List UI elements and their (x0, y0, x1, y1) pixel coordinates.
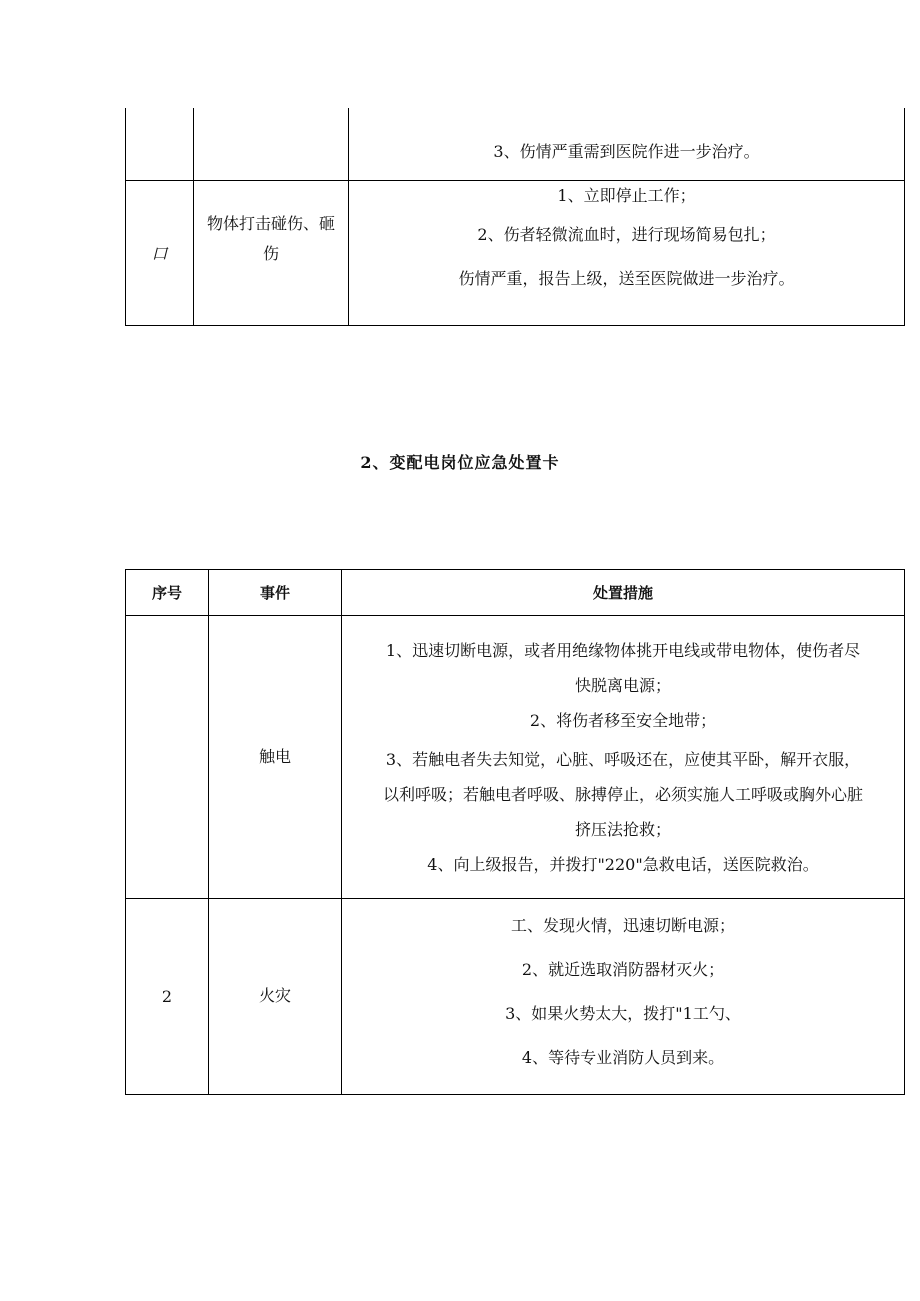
event-line: 物体打击碰伤、砸 (206, 213, 335, 233)
measure-line: 以利呼吸；若触电者呼吸、脉搏停止，必须实施人工呼吸或胸外心脏 (382, 784, 863, 804)
measure-line: 2、就近选取消防器材灭火； (521, 959, 725, 979)
table-row (126, 616, 905, 899)
header-measures: 处置措施 (342, 570, 905, 616)
measure-line: 快脱离电源； (574, 675, 671, 695)
seq-cell (126, 108, 194, 180)
table-header-row (126, 570, 905, 616)
event-label: 触电 (258, 746, 291, 766)
emergency-table-continued (125, 108, 905, 326)
seq-cell (126, 616, 209, 899)
measure-line: 4、向上级报告，并拨打"220"急救电话，送医院救治。 (427, 854, 819, 874)
event-cell (194, 108, 349, 180)
measure-line: 伤情严重，报告上级，送至医院做进一步治疗。 (458, 268, 795, 288)
measure-line: 2、将伤者移至安全地带； (529, 710, 717, 730)
checkbox-glyph: 口 (151, 244, 168, 263)
seq-cell: 2 (126, 899, 209, 1095)
measure-line: 3、若触电者失去知觉，心脏、呼吸还在，应使其平卧，解开衣服， (385, 749, 861, 769)
measures-cell (342, 899, 905, 1095)
section-title: 2、变配电岗位应急处置卡 (360, 453, 560, 472)
header-event: 事件 (209, 570, 342, 616)
table-row (126, 899, 905, 1095)
measures-cell (349, 180, 905, 325)
table-row (126, 108, 905, 180)
measures-cell (342, 616, 905, 899)
seq-cell (126, 180, 194, 325)
header-seq: 序号 (126, 570, 209, 616)
measure-line: 2、伤者轻微流血时，进行现场简易包扎； (477, 224, 776, 244)
measure-line: 挤压法抢救； (574, 819, 671, 839)
measure-line: 1、迅速切断电源，或者用绝缘物体挑开电线或带电物体，使伤者尽 (385, 640, 861, 660)
measure-line: 工、发现火情，迅速切断电源； (510, 915, 735, 935)
measure-line: 3、伤情严重需到医院作进一步治疗。 (493, 142, 760, 162)
table-row (126, 180, 905, 325)
measure-line: 3、如果火势太大，拨打"1工勺、 (505, 1003, 741, 1023)
event-label: 火灾 (258, 986, 291, 1005)
event-cell (194, 180, 349, 325)
emergency-card-table (125, 569, 905, 1095)
event-cell (209, 616, 342, 899)
measure-line: 4、等待专业消防人员到来。 (521, 1047, 725, 1067)
event-cell (209, 899, 342, 1095)
measure-line: 1、立即停止工作； (557, 185, 696, 205)
event-line: 伤 (262, 243, 279, 263)
measures-cell (349, 108, 905, 180)
